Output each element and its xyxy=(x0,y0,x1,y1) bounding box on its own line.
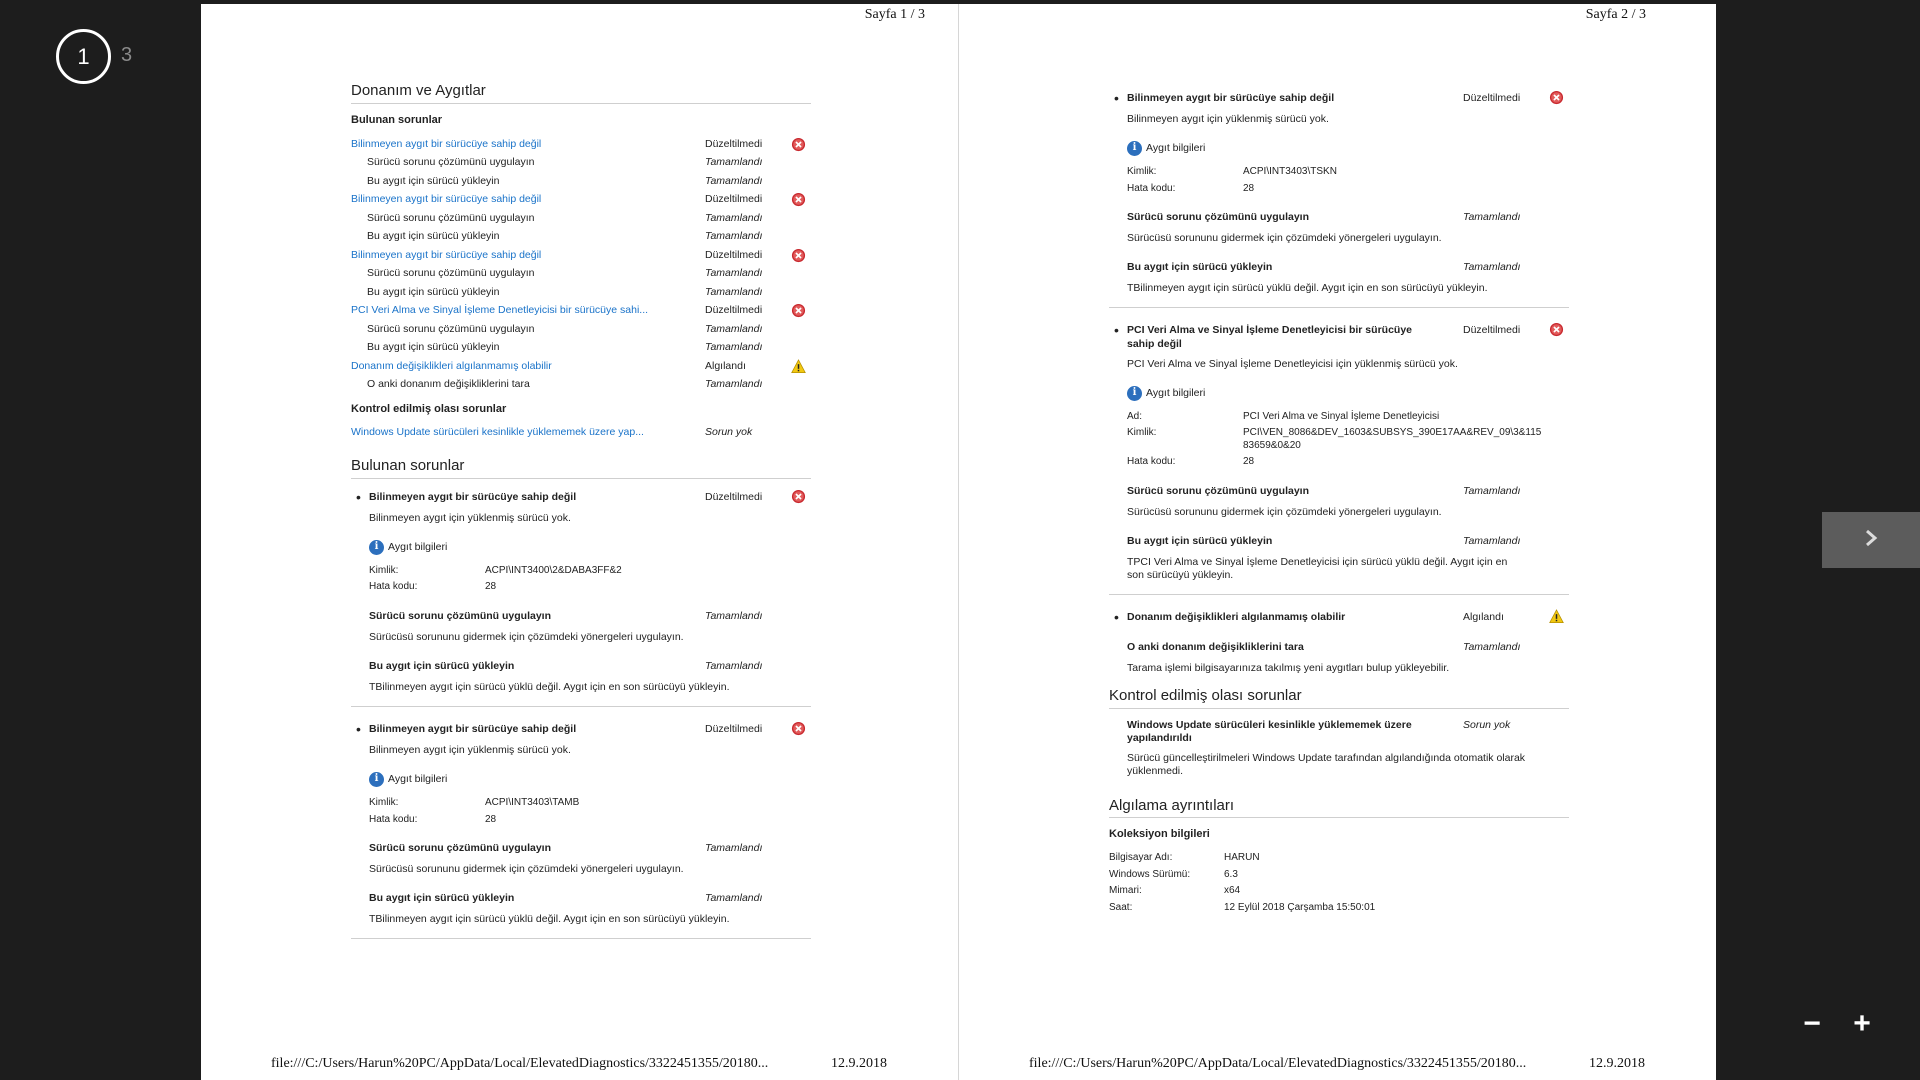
device-info-table xyxy=(1127,411,1569,469)
collection-info xyxy=(1109,852,1569,914)
page-label: Sayfa 2 / 3 xyxy=(1585,7,1646,22)
footer-date: 12.9.2018 xyxy=(831,1056,887,1071)
issue-row[interactable] xyxy=(351,193,811,212)
issue-link[interactable]: PCI Veri Alma ve Sinyal İşleme Denetleyicisi bir sürücüye sahi... xyxy=(351,304,649,316)
device-info-label: Aygıt bilgileri xyxy=(1146,142,1206,155)
issue-detail xyxy=(351,720,811,939)
document-page-2 xyxy=(959,4,1716,1080)
issue-row[interactable] xyxy=(351,138,811,157)
status-text: Tamamlandı xyxy=(1463,261,1521,274)
step-row xyxy=(351,175,811,194)
page-footer xyxy=(1029,1056,1645,1072)
current-page-number: 1 xyxy=(77,43,90,69)
issue-detail-header xyxy=(1127,719,1569,745)
issue-description: Bilinmeyen aygıt için yüklenmiş sürücü yok. xyxy=(369,511,571,524)
issue-title: PCI Veri Alma ve Sinyal İşleme Denetleyicisi bir sürücüye sahip değil xyxy=(1127,324,1412,350)
kv-key: Bilgisayar Adı: xyxy=(1109,852,1173,863)
step-description: Sürücüsü sorununu gidermek için çözümdeki yönergeleri uygulayın. xyxy=(369,630,684,643)
kv-value: 28 xyxy=(1243,456,1255,468)
footer-url: file:///C:/Users/Harun%20PC/AppData/Local/ElevatedDiagnostics/3322451355/20180... xyxy=(271,1056,769,1071)
issue-detail xyxy=(1109,611,1569,679)
step-title: Bu aygıt için sürücü yükleyin xyxy=(369,659,515,672)
device-info-toggle[interactable] xyxy=(1127,386,1569,401)
info-icon: i xyxy=(1127,386,1142,401)
step-row xyxy=(351,230,811,249)
device-info-table xyxy=(369,565,811,594)
step-name: Bu aygıt için sürücü yükleyin xyxy=(367,230,500,242)
status-text: Düzeltilmedi xyxy=(705,722,763,735)
device-info-table xyxy=(369,797,811,826)
issue-title: Bilinmeyen aygıt bir sürücüye sahip değil xyxy=(369,722,577,735)
issue-detail xyxy=(1109,719,1569,785)
issue-detail-header xyxy=(369,491,811,505)
status-text: Tamamlandı xyxy=(705,285,763,298)
status-text: Tamamlandı xyxy=(705,322,763,335)
device-info-toggle[interactable] xyxy=(369,540,811,555)
info-icon: i xyxy=(369,540,384,555)
error-icon xyxy=(791,489,806,504)
status-text: Algılandı xyxy=(705,359,746,372)
step-row xyxy=(351,323,811,342)
step-row xyxy=(351,378,811,397)
status-text: Düzeltilmedi xyxy=(1463,92,1521,104)
kv-key: Kimlik: xyxy=(1127,427,1157,439)
zoom-in-button[interactable] xyxy=(1847,1007,1877,1040)
kv-value: 28 xyxy=(1243,182,1255,194)
issue-link[interactable]: Windows Update sürücüleri kesinlikle yüklememek üzere yap... xyxy=(351,426,644,439)
step-title: Sürücü sorunu çözümünü uygulayın xyxy=(1127,484,1310,497)
kv-key: Hata kodu: xyxy=(369,813,418,825)
step-title: Bu aygıt için sürücü yükleyin xyxy=(369,892,515,905)
collection-heading: Koleksiyon bilgileri xyxy=(1109,828,1210,841)
kv-key: Windows Sürümü: xyxy=(1109,868,1191,880)
status-text: Düzeltilmedi xyxy=(1463,324,1521,337)
step-header xyxy=(1127,485,1569,499)
step-description: TBilinmeyen aygıt için sürücü yüklü değil. Aygıt için en son sürücüyü yükleyin. xyxy=(369,680,730,693)
step-title: Sürücü sorunu çözümünü uygulayın xyxy=(369,609,552,622)
kv-value: PCI Veri Alma ve Sinyal İşleme Denetleyicisi xyxy=(1243,410,1440,422)
status-text: Sorun yok xyxy=(705,426,753,439)
error-icon xyxy=(791,721,806,736)
step-header xyxy=(1127,641,1569,655)
kv-key: Hata kodu: xyxy=(1127,182,1176,194)
issue-title: Windows Update sürücüleri kesinlikle yüklememek üzere yapılandırıldı xyxy=(1127,719,1412,745)
issue-title: Donanım değişiklikleri algılanmamış olabilir xyxy=(1127,611,1346,624)
current-page-indicator[interactable] xyxy=(56,29,111,84)
report-body xyxy=(1109,92,1569,914)
found-issues-heading: Bulunan sorunlar xyxy=(351,113,443,126)
step-header xyxy=(369,610,811,624)
issue-detail xyxy=(351,488,811,707)
issue-detail-header xyxy=(1127,611,1569,625)
kv-key: Kimlik: xyxy=(369,564,399,576)
issue-title: Bilinmeyen aygıt bir sürücüye sahip değil xyxy=(369,490,577,503)
warning-icon xyxy=(791,359,806,374)
kv-value: 6.3 xyxy=(1224,868,1238,880)
step-name: Sürücü sorunu çözümünü uygulayın xyxy=(367,322,535,335)
minus-icon: − xyxy=(1803,1007,1821,1040)
status-text: Tamamlandı xyxy=(705,378,763,390)
step-name: Sürücü sorunu çözümünü uygulayın xyxy=(367,156,535,168)
step-name: Bu aygıt için sürücü yükleyin xyxy=(367,341,500,353)
step-header xyxy=(369,660,811,674)
kv-value: HARUN xyxy=(1224,852,1260,863)
status-text: Düzeltilmedi xyxy=(705,137,763,150)
issue-row[interactable] xyxy=(351,304,811,323)
step-name: O anki donanım değişikliklerini tara xyxy=(367,378,530,390)
bullet: • xyxy=(356,720,361,737)
kv-value: 28 xyxy=(485,813,497,825)
status-text: Düzeltilmedi xyxy=(705,490,763,503)
zoom-out-button[interactable] xyxy=(1797,1007,1827,1040)
info-icon: i xyxy=(369,772,384,787)
issue-detail xyxy=(1109,92,1569,308)
issue-link[interactable]: Donanım değişiklikleri algılanmamış olabilir xyxy=(351,359,552,372)
status-text: Tamamlandı xyxy=(705,892,763,905)
status-text: Tamamlandı xyxy=(705,659,763,672)
step-header xyxy=(369,842,811,856)
next-page-button[interactable] xyxy=(1822,512,1920,568)
step-header xyxy=(1127,261,1569,275)
device-info-toggle[interactable] xyxy=(1127,141,1569,156)
status-text: Tamamlandı xyxy=(705,156,763,168)
step-description: TBilinmeyen aygıt için sürücü yüklü değil. Aygıt için en son sürücüyü yükleyin. xyxy=(1127,282,1488,295)
section-title: Donanım ve Aygıtlar xyxy=(351,82,811,104)
issue-row[interactable] xyxy=(351,360,811,379)
bullet: • xyxy=(1114,322,1119,339)
issue-link[interactable]: Bilinmeyen aygıt bir sürücüye sahip değil xyxy=(351,137,542,150)
issue-description: PCI Veri Alma ve Sinyal İşleme Denetleyicisi için yüklenmiş sürücü yok. xyxy=(1127,357,1458,370)
step-description: Sürücüsü sorununu gidermek için çözümdeki yönergeleri uygulayın. xyxy=(1127,232,1442,245)
issue-description: Bilinmeyen aygıt için yüklenmiş sürücü yok. xyxy=(1127,113,1329,125)
bullet: • xyxy=(1114,90,1119,106)
status-text: Sorun yok xyxy=(1463,719,1511,731)
footer-url: file:///C:/Users/Harun%20PC/AppData/Local/ElevatedDiagnostics/3322451355/20180... xyxy=(1029,1056,1527,1071)
collection-table xyxy=(1109,852,1569,914)
issue-link[interactable]: Bilinmeyen aygıt bir sürücüye sahip değil xyxy=(351,193,542,205)
kv-value: x64 xyxy=(1224,885,1241,896)
step-description: TPCI Veri Alma ve Sinyal İşleme Denetleyicisi için sürücü yüklü değil. Aygıt için en son sürücüyü yükleyin. xyxy=(1127,555,1508,581)
status-text: Düzeltilmedi xyxy=(705,248,763,261)
total-pages: 3 xyxy=(121,44,133,66)
kv-value: ACPI\INT3403\TAMB xyxy=(485,797,580,808)
step-name: Bu aygıt için sürücü yükleyin xyxy=(367,285,500,298)
device-info-label: Aygıt bilgileri xyxy=(1146,386,1206,399)
issue-detail xyxy=(1109,324,1569,595)
issue-detail-header xyxy=(1127,324,1569,350)
step-row xyxy=(351,212,811,231)
report-body xyxy=(351,82,811,939)
step-title: Bu aygıt için sürücü yükleyin xyxy=(1127,534,1273,547)
chevron-right-icon xyxy=(1862,528,1880,553)
step-title: Sürücü sorunu çözümünü uygulayın xyxy=(369,842,552,854)
step-title: Bu aygıt için sürücü yükleyin xyxy=(1127,261,1273,274)
kv-value: 12 Eylül 2018 Çarşamba 15:50:01 xyxy=(1224,901,1376,913)
status-text: Düzeltilmedi xyxy=(705,304,763,316)
step-row xyxy=(351,267,811,286)
status-text: Tamamlandı xyxy=(1463,534,1521,547)
error-icon xyxy=(791,303,806,318)
document-page-1 xyxy=(201,4,958,1080)
step-title: Sürücü sorunu çözümünü uygulayın xyxy=(1127,211,1310,224)
error-icon xyxy=(1549,90,1564,105)
status-text: Tamamlandı xyxy=(705,842,763,854)
bullet: • xyxy=(1114,609,1119,626)
error-icon xyxy=(791,192,806,207)
kv-key: Kimlik: xyxy=(369,797,399,808)
step-row xyxy=(351,156,811,175)
step-row xyxy=(351,286,811,305)
status-text: Tamamlandı xyxy=(705,267,763,279)
status-text: Tamamlandı xyxy=(705,211,763,224)
kv-key: Kimlik: xyxy=(1127,166,1157,178)
kv-key: Saat: xyxy=(1109,901,1133,913)
plus-icon: + xyxy=(1853,1007,1871,1040)
step-description: Sürücüsü sorununu gidermek için çözümdeki yönergeleri uygulayın. xyxy=(1127,505,1442,518)
status-text: Algılandı xyxy=(1463,611,1504,624)
step-header xyxy=(1127,535,1569,549)
device-info-label: Aygıt bilgileri xyxy=(388,540,448,553)
issue-title: Bilinmeyen aygıt bir sürücüye sahip değil xyxy=(1127,92,1335,104)
issue-detail-header xyxy=(1127,92,1569,106)
device-info-toggle[interactable] xyxy=(369,772,811,787)
bullet: • xyxy=(356,488,361,505)
page-footer xyxy=(271,1056,887,1072)
device-info-table xyxy=(1127,166,1569,195)
kv-value: 28 xyxy=(485,581,497,593)
kv-key: Hata kodu: xyxy=(1127,456,1176,468)
step-name: Sürücü sorunu çözümünü uygulayın xyxy=(367,211,535,224)
error-icon xyxy=(791,137,806,152)
step-header xyxy=(369,892,811,906)
section-title: Algılama ayrıntıları xyxy=(1109,797,1569,819)
kv-key: Ad: xyxy=(1127,410,1143,422)
step-description: Tarama işlemi bilgisayarınıza takılmış yeni aygıtları bulup yükleyebilir. xyxy=(1127,662,1450,675)
page-label: Sayfa 1 / 3 xyxy=(864,7,925,22)
status-text: Tamamlandı xyxy=(705,230,763,242)
issue-description: Bilinmeyen aygıt için yüklenmiş sürücü yok. xyxy=(369,743,571,756)
section-title: Bulunan sorunlar xyxy=(351,457,811,479)
kv-key: Mimari: xyxy=(1109,885,1142,896)
step-description: Sürücüsü sorununu gidermek için çözümdeki yönergeleri uygulayın. xyxy=(369,863,684,875)
status-text: Tamamlandı xyxy=(705,174,763,187)
status-text: Düzeltilmedi xyxy=(705,193,763,205)
step-name: Bu aygıt için sürücü yükleyin xyxy=(367,174,500,187)
kv-key: Hata kodu: xyxy=(369,581,418,593)
issue-description: Sürücü güncelleştirilmeleri Windows Update tarafından algılandığında otomatik olarak yüklenmedi. xyxy=(1127,752,1526,778)
status-text: Tamamlandı xyxy=(1463,211,1521,224)
status-text: Tamamlandı xyxy=(1463,641,1521,654)
step-name: Sürücü sorunu çözümünü uygulayın xyxy=(367,267,535,279)
step-title: O anki donanım değişikliklerini tara xyxy=(1127,641,1304,654)
info-icon: i xyxy=(1127,141,1142,156)
kv-value: ACPI\INT3403\TSKN xyxy=(1243,166,1337,178)
issue-row[interactable] xyxy=(351,426,811,445)
section-title: Kontrol edilmiş olası sorunlar xyxy=(1109,687,1569,709)
status-text: Tamamlandı xyxy=(705,341,763,353)
issue-row[interactable] xyxy=(351,249,811,268)
step-description: TBilinmeyen aygıt için sürücü yüklü değil. Aygıt için en son sürücüyü yükleyin. xyxy=(369,913,730,926)
device-info-label: Aygıt bilgileri xyxy=(388,772,448,785)
issue-link[interactable]: Bilinmeyen aygıt bir sürücüye sahip değil xyxy=(351,248,542,261)
step-row xyxy=(351,341,811,360)
step-header xyxy=(1127,211,1569,225)
warning-icon xyxy=(1549,609,1564,624)
kv-value: PCI\VEN_8086&DEV_1603&SUBSYS_390E17AA&REV_09\3&11583659&0&20 xyxy=(1243,427,1542,451)
error-icon xyxy=(791,248,806,263)
status-text: Tamamlandı xyxy=(1463,484,1521,497)
checked-issues-heading: Kontrol edilmiş olası sorunlar xyxy=(351,402,507,415)
error-icon xyxy=(1549,322,1564,337)
kv-value: ACPI\INT3400\2&DABA3FF&2 xyxy=(485,564,622,576)
status-text: Tamamlandı xyxy=(705,609,763,622)
footer-date: 12.9.2018 xyxy=(1589,1056,1645,1071)
issue-detail-header xyxy=(369,723,811,737)
